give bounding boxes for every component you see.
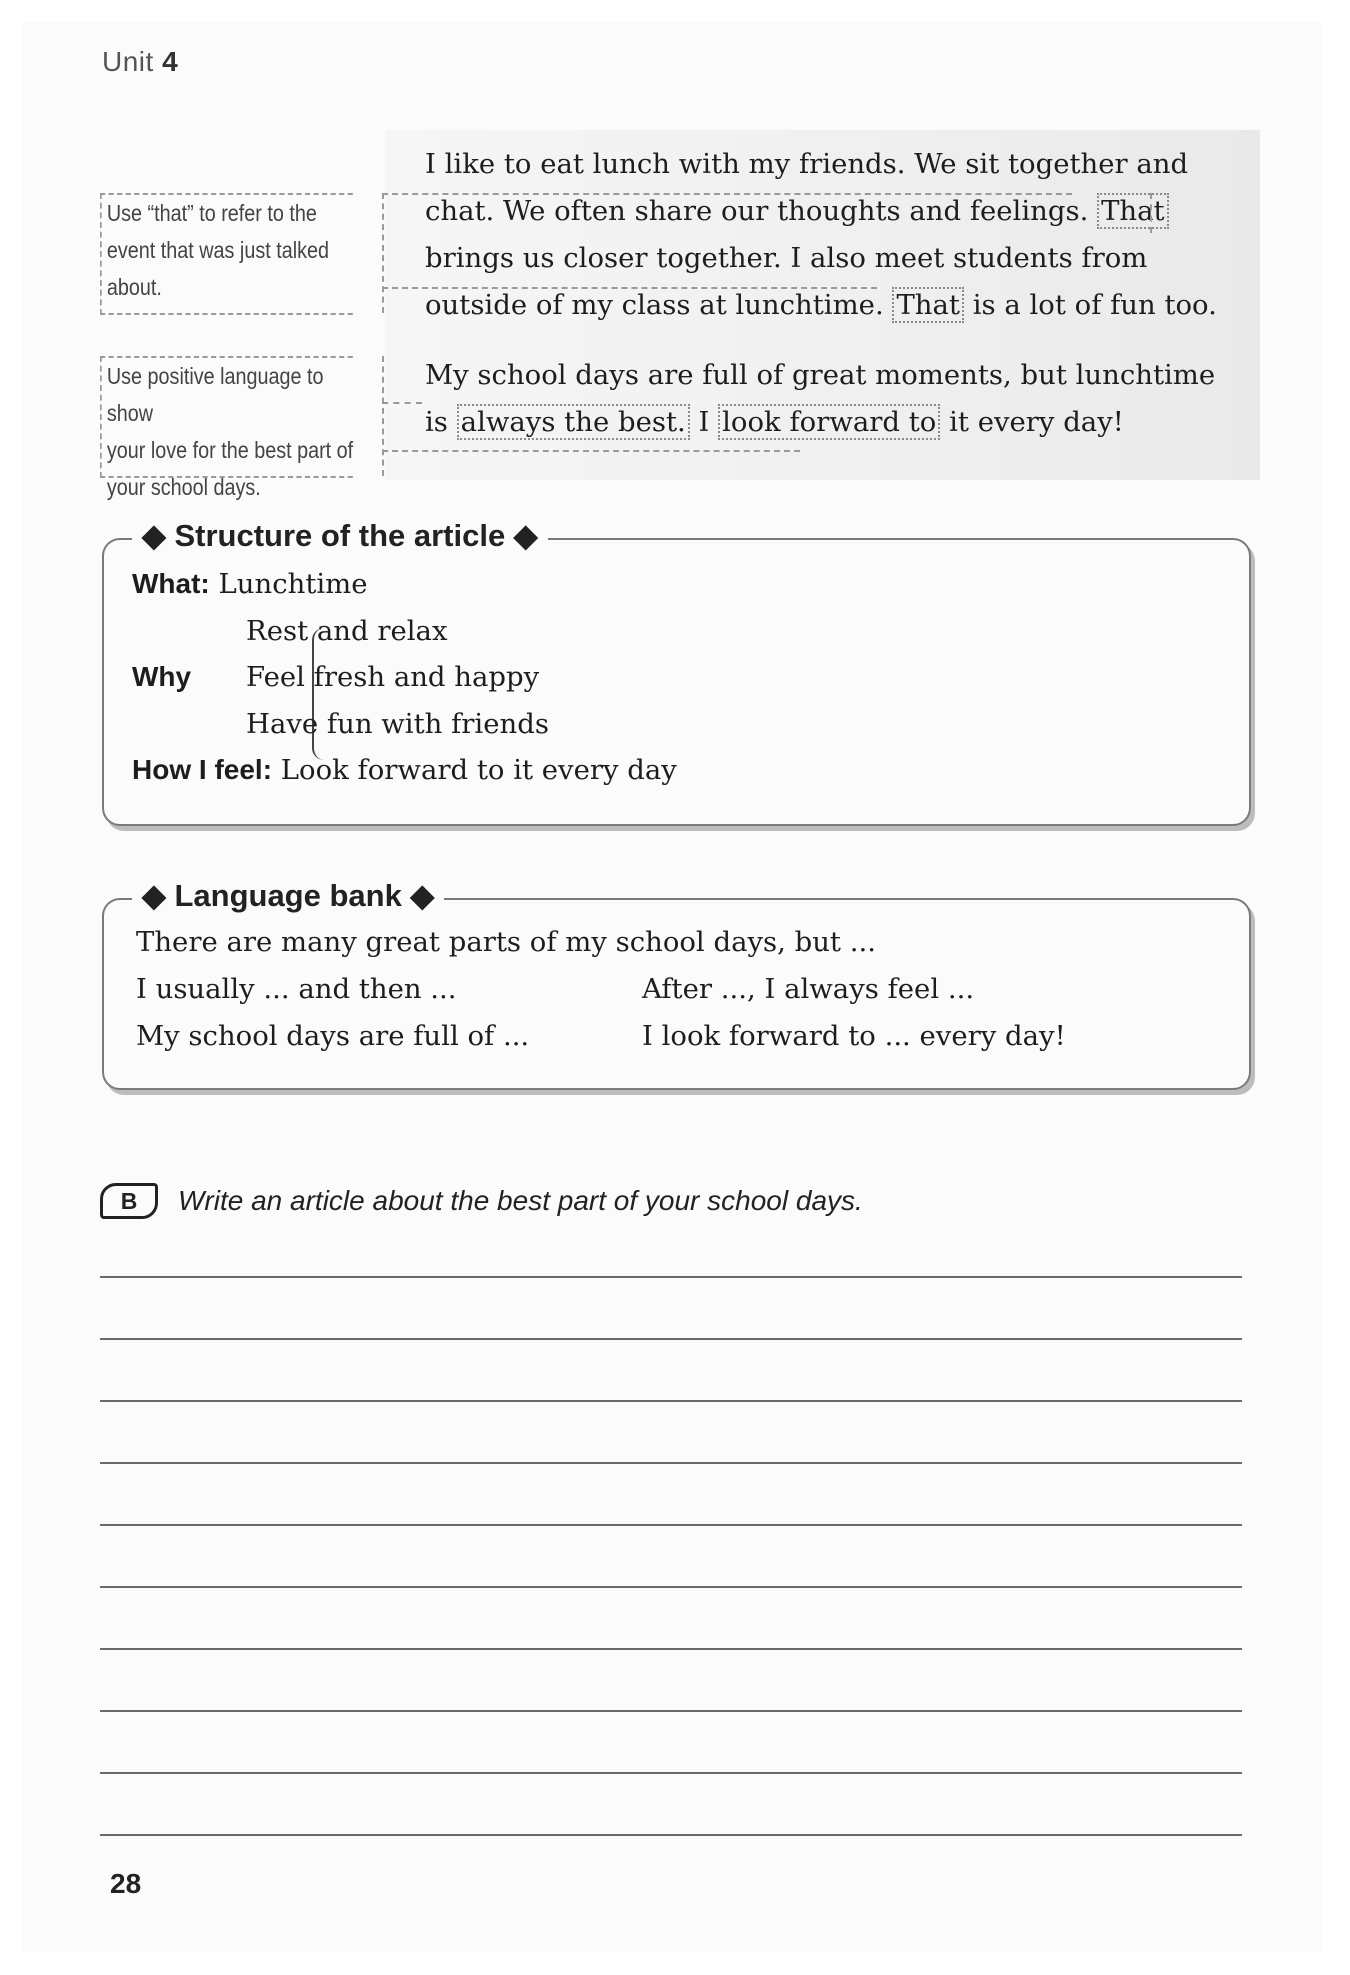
task-b-instruction: Write an article about the best part of your school days. (178, 1185, 863, 1216)
bank-phrase: My school days are full of ... (136, 1020, 530, 1052)
model-line-3: brings us closer together. I also meet students from (425, 242, 1148, 274)
brace-icon (312, 628, 326, 760)
writing-line[interactable] (100, 1276, 1242, 1278)
bank-phrase: After ..., I always feel ... (642, 973, 975, 1005)
highlight-always-the-best: always the best. (457, 404, 690, 440)
task-b-badge: B (100, 1183, 158, 1219)
note-connector (382, 193, 384, 313)
feel-row (132, 754, 677, 786)
bank-phrase: I usually ... and then ... (136, 973, 457, 1005)
note-connector (382, 402, 422, 404)
note-line: Use “that” to refer to the (106, 200, 317, 226)
what-row (132, 568, 368, 600)
feel-label: How I feel: (132, 754, 273, 785)
why-item: Feel fresh and happy (246, 661, 540, 693)
note-line: your love for the best part of (106, 437, 354, 463)
writing-line[interactable] (100, 1338, 1242, 1340)
model-line-6: is always the best. I look forward to it every day! (425, 406, 1124, 438)
writing-line[interactable] (100, 1772, 1242, 1774)
bank-line: There are many great parts of my school days, but ... (136, 926, 876, 958)
writing-line[interactable] (100, 1400, 1242, 1402)
why-item: Rest and relax (246, 615, 448, 647)
unit-label: Unit (102, 46, 154, 77)
unit-heading (102, 46, 178, 78)
why-item: Have fun with friends (246, 708, 549, 740)
note-line: event that was just talked (106, 237, 329, 263)
what-value: Lunchtime (218, 568, 368, 600)
highlight-that-1: That (1097, 193, 1169, 229)
writing-line[interactable] (100, 1586, 1242, 1588)
model-line-1: I like to eat lunch with my friends. We sit together and (425, 148, 1189, 180)
model-line-2: chat. We often share our thoughts and feelings. That (425, 188, 1169, 235)
writing-line[interactable] (100, 1648, 1242, 1650)
structure-title: ◆ Structure of the article ◆ (132, 518, 548, 554)
note-line: about. (106, 274, 162, 300)
structure-box (102, 518, 1251, 826)
language-bank-box (102, 878, 1251, 1090)
bank-phrase: I look forward to ... every day! (642, 1020, 1066, 1052)
note-connector (382, 356, 384, 476)
task-b (100, 1183, 863, 1219)
side-note-that (100, 193, 353, 315)
why-label: Why (132, 661, 192, 692)
writing-line[interactable] (100, 1834, 1242, 1836)
feel-value: Look forward to it every day (280, 754, 677, 786)
note-connector (382, 287, 877, 289)
highlight-look-forward-to: look forward to (718, 404, 940, 440)
highlight-that-2: That (892, 287, 964, 323)
note-connector (382, 193, 1072, 195)
model-line-5: My school days are full of great moments, but lunchtime (425, 359, 1216, 391)
writing-line[interactable] (100, 1462, 1242, 1464)
model-line-4: outside of my class at lunchtime. That is a lot of fun too. (425, 289, 1217, 321)
side-note-positive-language (100, 356, 354, 500)
unit-number: 4 (162, 46, 179, 77)
note-line: your school days. (106, 474, 261, 500)
note-connector (1150, 193, 1152, 233)
writing-line[interactable] (100, 1710, 1242, 1712)
note-connector (382, 450, 800, 452)
what-label: What: (132, 568, 210, 599)
note-line: Use positive language to show (106, 363, 324, 426)
writing-line[interactable] (100, 1524, 1242, 1526)
language-bank-title: ◆ Language bank ◆ (132, 878, 444, 914)
page-number: 28 (110, 1868, 142, 1899)
